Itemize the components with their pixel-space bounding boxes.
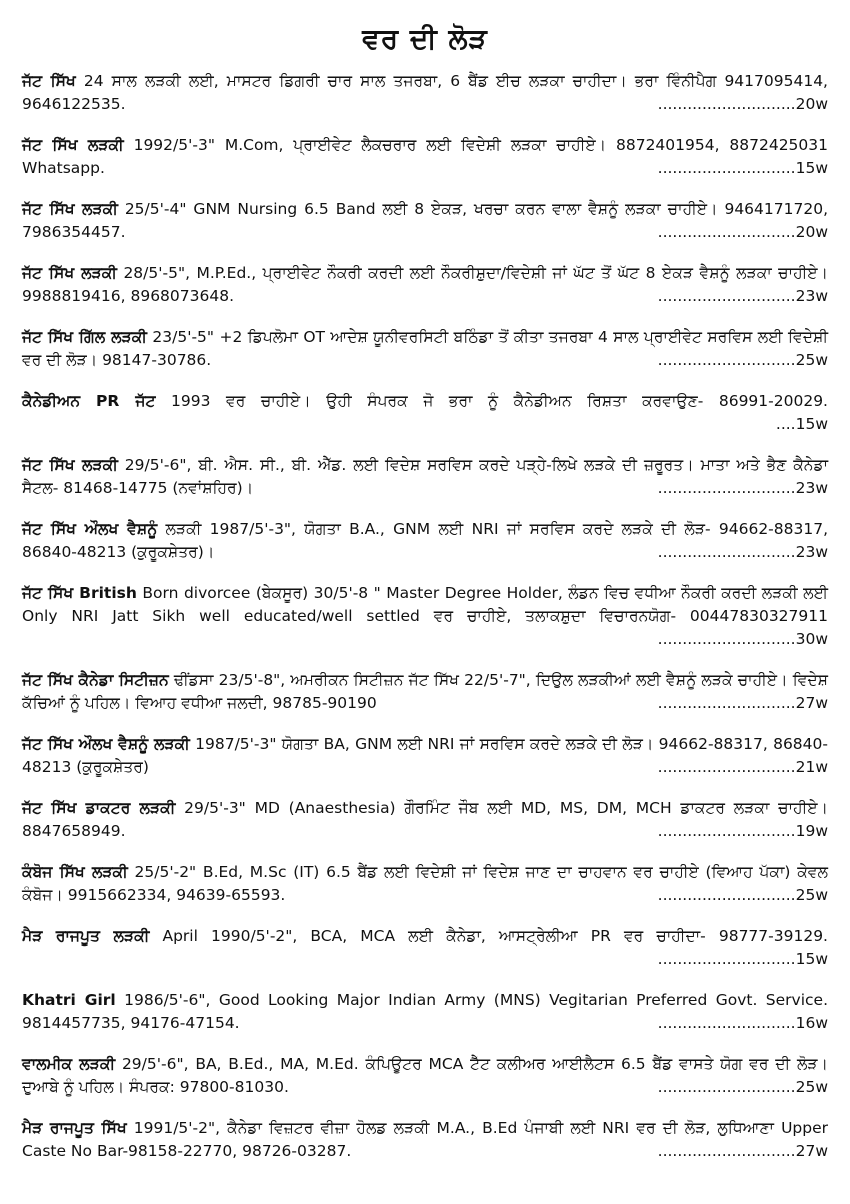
ad-heading: ਜੱਟ ਸਿੱਖ ਔਲਖ ਵੈਸ਼ਨੂੰ ਲੜਕੀ: [22, 735, 190, 753]
ad-heading: ਜੱਟ ਸਿੱਖ ਲੜਕੀ: [22, 136, 124, 154]
ad-heading: ਕੰਬੋਜ ਸਿੱਖ ਲੜਕੀ: [22, 863, 128, 881]
ad-heading: ਜੱਟ ਸਿੱਖ ਲੜਕੀ: [22, 264, 117, 282]
ad-code: ............................25w: [652, 349, 828, 372]
ad-entry: [22, 518, 828, 564]
ad-code: ............................21w: [652, 756, 828, 779]
ad-entry: [22, 582, 828, 651]
ad-text: 1991/5'-2", ਕੈਨੇਡਾ ਵਿਜ਼ਟਰ ਵੀਜ਼ਾ ਹੋਲਡ ਲੜਕੀ M.A., B.Ed ਪੰਜਾਬੀ ਲਈ NRI ਵਰ ਦੀ ਲੋੜ, ਲੁਧਿਆਣਾ Upper Caste No Bar-98158-22770, 98726-03287.: [22, 1119, 829, 1160]
ad-text: 1986/5'-6", Good Looking Major Indian Army (MNS) Vegitarian Preferred Govt. Service. 9814457735, 94176-47154.: [22, 991, 828, 1032]
ad-text: ਲੜਕੀ 1987/5'-3", ਯੋਗਤਾ B.A., GNM ਲਈ NRI ਜਾਂ ਸਰਵਿਸ ਕਰਦੇ ਲੜਕੇ ਦੀ ਲੋੜ- 94662-88317, 86840-48213 (ਕੁਰੂਕਸ਼ੇਤਰ)।: [22, 520, 829, 561]
ad-code: ............................15w: [652, 948, 828, 971]
ad-entry: [22, 1117, 828, 1163]
ad-text: ਢੀਂਡਸਾ 23/5'-8", ਅਮਰੀਕਨ ਸਿਟੀਜ਼ਨ ਜੱਟ ਸਿੱਖ 22/5'-7", ਦਿਉਲ ਲੜਕੀਆਂ ਲਈ ਵੈਸ਼ਨੂੰ ਲੜਕੇ ਚਾਹੀਏ। ਵਿਦੇਸ਼ ਕੱਚਿਆਂ ਨੂੰ ਪਹਿਲ। ਵਿਆਹ ਵਧੀਆ ਜਲਦੀ, 98785-90190: [22, 671, 828, 712]
ad-heading: ਜੱਟ ਸਿੱਖ ਲੜਕੀ: [22, 456, 118, 474]
ad-heading: ਮੈੜ ਰਾਜਪੂਤ ਲੜਕੀ: [22, 927, 150, 945]
ad-code: ............................25w: [652, 884, 828, 907]
ad-entry: [22, 989, 828, 1035]
ad-text: April 1990/5'-2", BCA, MCA ਲਈ ਕੈਨੇਡਾ, ਆਸਟ੍ਰੇਲੀਆ PR ਵਰ ਚਾਹੀਦਾ- 98777-39129.: [149, 927, 828, 945]
ad-code: ............................27w: [652, 692, 828, 715]
ad-entry: [22, 925, 828, 971]
ad-text: 24 ਸਾਲ ਲੜਕੀ ਲਈ, ਮਾਸਟਰ ਡਿਗਰੀ ਚਾਰ ਸਾਲ ਤਜਰਬਾ, 6 ਬੈਂਡ ਈਚ ਲੜਕਾ ਚਾਹੀਦਾ। ਭਰਾ ਵਿੰਨੀਪੈਗ 9417095414, 9646122535.: [22, 72, 828, 113]
ad-text: 29/5'-6", ਬੀ. ਐਸ. ਸੀ., ਬੀ. ਐੱਡ. ਲਈ ਵਿਦੇਸ਼ ਸਰਵਿਸ ਕਰਦੇ ਪੜ੍ਹੇ-ਲਿਖੇ ਲੜਕੇ ਦੀ ਜ਼ਰੂਰਤ। ਮਾਤਾ ਅਤੇ ਭੈਣ ਕੈਨੇਡਾ ਸੈਟਲ- 81468-14775 (ਨਵਾਂਸ਼ਹਿਰ)।: [22, 456, 828, 497]
ad-text: 25/5'-4" GNM Nursing 6.5 Band ਲਈ 8 ਏਕੜ, ਖਰਚਾ ਕਰਨ ਵਾਲਾ ਵੈਸ਼ਨੂੰ ਲੜਕਾ ਚਾਹੀਏ। 9464171720, 7986354457.: [22, 200, 828, 241]
ad-text: 28/5'-5", M.P.Ed., ਪ੍ਰਾਈਵੇਟ ਨੌਕਰੀ ਕਰਦੀ ਲਈ ਨੌਕਰੀਸ਼ੁਦਾ/ਵਿਦੇਸ਼ੀ ਜਾਂ ਘੱਟ ਤੋਂ ਘੱਟ 8 ਏਕੜ ਵੈਸ਼ਨੂੰ ਲੜਕਾ ਚਾਹੀਏ। 9988819416, 8968073648.: [22, 264, 828, 305]
ad-heading: ਵਾਲਮੀਕ ਲੜਕੀ: [22, 1055, 116, 1073]
ad-code: ............................20w: [652, 93, 828, 116]
ad-text: 1987/5'-3" ਯੋਗਤਾ BA, GNM ਲਈ NRI ਜਾਂ ਸਰਵਿਸ ਕਰਦੇ ਲੜਕੇ ਦੀ ਲੋੜ। 94662-88317, 86840-48213 (ਕੁਰੂਕਸ਼ੇਤਰ): [22, 735, 828, 776]
ad-entry: [22, 198, 828, 244]
ad-code: ............................23w: [652, 477, 828, 500]
ad-entry: [22, 861, 828, 907]
ad-text: 25/5'-2" B.Ed, M.Sc (IT) 6.5 ਬੈਂਡ ਲਈ ਵਿਦੇਸ਼ੀ ਜਾਂ ਵਿਦੇਸ਼ ਜਾਣ ਦਾ ਚਾਹਵਾਨ ਵਰ ਚਾਹੀਏ (ਵਿਆਹ ਪੱਕਾ) ਕੇਵਲ ਕੰਬੋਜ। 9915662334, 94639-65593.: [22, 863, 828, 904]
ad-entry: [22, 390, 828, 436]
ad-code: ............................30w: [652, 628, 828, 651]
ad-text: 29/5'-3" MD (Anaesthesia) ਗੌਰਮਿੰਟ ਜੌਬ ਲਈ MD, MS, DM, MCH ਡਾਕਟਰ ਲੜਕਾ ਚਾਹੀਏ। 8847658949.: [22, 799, 828, 840]
ad-text: 29/5'-6", BA, B.Ed., MA, M.Ed. ਕੰਪਿਊਟਰ MCA ਟੈੱਟ ਕਲੀਅਰ ਆਈਲੈਟਸ 6.5 ਬੈਂਡ ਵਾਸਤੇ ਯੋਗ ਵਰ ਦੀ ਲੋੜ। ਦੁਆਬੇ ਨੂੰ ਪਹਿਲ। ਸੰਪਰਕ: 97800-81030.: [22, 1055, 828, 1096]
ad-code: ............................20w: [652, 221, 828, 244]
ad-heading: ਜੱਟ ਸਿੱਖ ਗਿੱਲ ਲੜਕੀ: [22, 328, 147, 346]
ad-heading: ਮੈੜ ਰਾਜਪੂਤ ਸਿੱਖ: [22, 1119, 127, 1137]
ad-entry: [22, 326, 828, 372]
ad-entry: [22, 1053, 828, 1099]
ad-code: ............................19w: [652, 820, 828, 843]
ad-code: ............................15w: [652, 157, 828, 180]
ad-code: ............................25w: [652, 1076, 828, 1099]
ad-heading: ਜੱਟ ਸਿੱਖ: [22, 72, 76, 90]
ad-entry: [22, 134, 828, 180]
ad-code: ............................23w: [652, 285, 828, 308]
ad-entry: [22, 797, 828, 843]
ad-entry: [22, 454, 828, 500]
ads-list: [22, 70, 828, 1163]
ad-text: 23/5'-5" +2 ਡਿਪਲੋਮਾ OT ਆਦੇਸ਼ ਯੂਨੀਵਰਸਿਟੀ ਬਠਿੰਡਾ ਤੋਂ ਕੀਤਾ ਤਜਰਬਾ 4 ਸਾਲ ਪ੍ਰਾਈਵੇਟ ਸਰਵਿਸ ਲਈ ਵਿਦੇਸ਼ੀ ਵਰ ਦੀ ਲੋੜ। 98147-30786.: [22, 328, 828, 369]
ad-text: 1992/5'-3" M.Com, ਪ੍ਰਾਈਵੇਟ ਲੈਕਚਰਾਰ ਲਈ ਵਿਦੇਸ਼ੀ ਲੜਕਾ ਚਾਹੀਏ। 8872401954, 8872425031 Whatsapp.: [22, 136, 829, 177]
ad-text: 1993 ਵਰ ਚਾਹੀਏ। ਉਹੀ ਸੰਪਰਕ ਜੋ ਭਰਾ ਨੂੰ ਕੈਨੇਡੀਅਨ ਰਿਸ਼ਤਾ ਕਰਵਾਉਣ- 86991-20029.: [155, 392, 828, 410]
ad-entry: [22, 733, 828, 779]
ad-heading: Khatri Girl: [22, 991, 116, 1009]
ad-code: ............................23w: [652, 541, 828, 564]
ad-heading: ਜੱਟ ਸਿੱਖ ਲੜਕੀ: [22, 200, 118, 218]
ad-code: ............................16w: [652, 1012, 828, 1035]
ad-entry: [22, 70, 828, 116]
ad-entry: [22, 262, 828, 308]
ad-code: ....15w: [770, 413, 828, 436]
ad-heading: ਜੱਟ ਸਿੱਖ British: [22, 584, 137, 602]
ad-heading: ਜੱਟ ਸਿੱਖ ਡਾਕਟਰ ਲੜਕੀ: [22, 799, 176, 817]
page-title: ਵਰ ਦੀ ਲੋੜ: [362, 22, 488, 55]
ad-code: ............................27w: [652, 1140, 828, 1163]
ad-heading: ਕੈਨੇਡੀਅਨ PR ਜੱਟ: [22, 392, 156, 410]
ad-heading: ਜੱਟ ਸਿੱਖ ਕੈਨੇਡਾ ਸਿਟੀਜ਼ਨ: [22, 671, 169, 689]
ad-entry: [22, 669, 828, 715]
ad-heading: ਜੱਟ ਸਿੱਖ ਔਲਖ ਵੈਸ਼ਨੂੰ: [22, 520, 158, 538]
ad-text: Born divorcee (ਬੇਕਸੂਰ) 30/5'-8 " Master Degree Holder, ਲੰਡਨ ਵਿਚ ਵਧੀਆ ਨੌਕਰੀ ਕਰਦੀ ਲੜਕੀ ਲਈ Only NRI Jatt Sikh well educated/well settled ਵਰ ਚਾਹੀਏ, ਤਲਾਕਸ਼ੁਦਾ ਵਿਚਾਰਨਯੋਗ- 00447830327911: [22, 584, 829, 625]
